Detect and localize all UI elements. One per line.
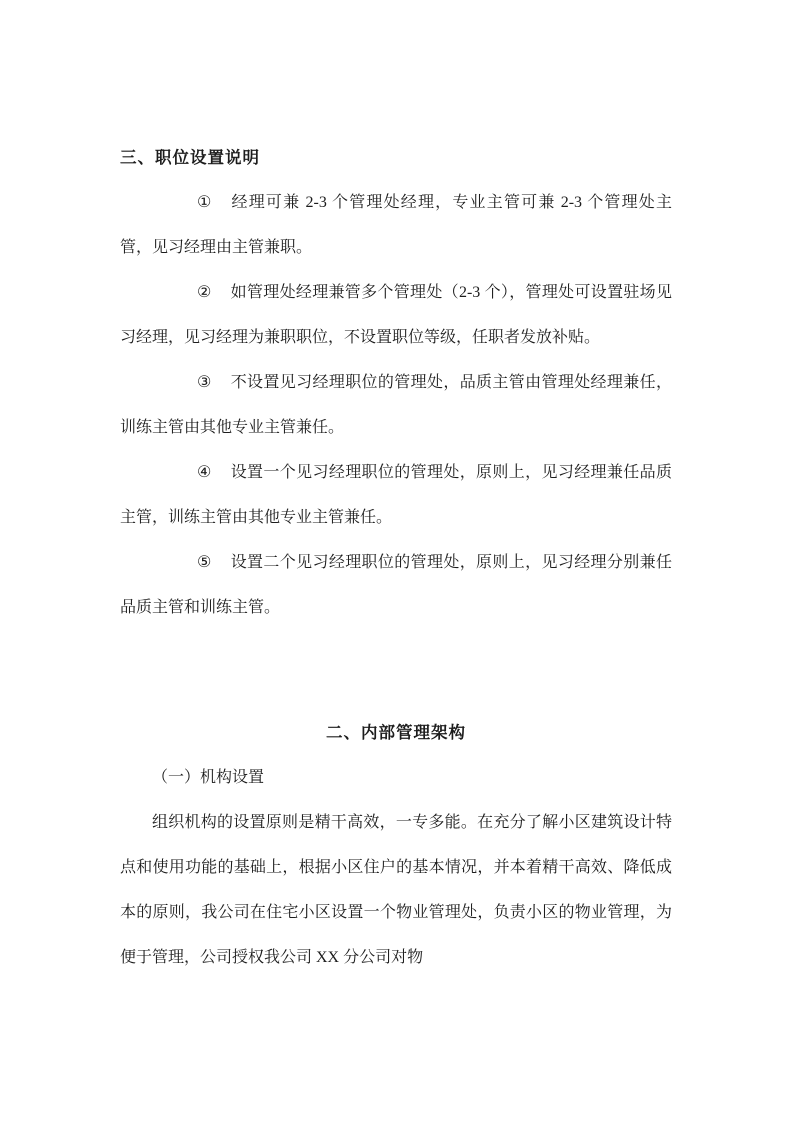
list-item-text-4: 设置一个见习经理职位的管理处，原则上，见习经理兼任品质主管，训练主管由其他专业主管兼任。 <box>120 464 672 526</box>
list-item-text-2: 如管理处经理兼管多个管理处（2-3 个），管理处可设置驻场见习经理，见习经理为兼职职位，不设置职位等级，任职者发放补贴。 <box>120 284 672 346</box>
list-item-text-3: 不设置见习经理职位的管理处，品质主管由管理处经理兼任，训练主管由其他专业主管兼任。 <box>120 374 672 436</box>
heading-internal-management-structure: 二、内部管理架构 <box>326 723 466 742</box>
list-item <box>120 450 672 540</box>
body-paragraph: 组织机构的设置原则是精干高效，一专多能。在充分了解小区建筑设计特点和使用功能的基础上，根据小区住户的基本情况，并本着精干高效、降低成本的原则，我公司在住宅小区设置一个物业管理处，负责小区的物业管理，为便于管理，公司授权我公司 XX 分公司对物 <box>120 814 672 966</box>
list-item <box>120 180 672 270</box>
list-item <box>120 540 672 630</box>
heading-position-setup-notes: 三、职位设置说明 <box>120 148 260 167</box>
list-item <box>120 270 672 360</box>
list-item <box>120 360 672 450</box>
list-marker-1: ① <box>197 194 213 211</box>
list-marker-3: ③ <box>197 374 212 391</box>
list-marker-4: ④ <box>197 464 212 481</box>
list-marker-5: ⑤ <box>197 554 212 571</box>
list-marker-2: ② <box>197 284 212 301</box>
list-item-text-1: 经理可兼 2-3 个管理处经理，专业主管可兼 2-3 个管理处主管，见习经理由主管兼职。 <box>120 194 672 256</box>
list-item-text-5: 设置二个见习经理职位的管理处，原则上，见习经理分别兼任品质主管和训练主管。 <box>120 554 672 616</box>
subsection-heading-organization-setup: （一）机构设置 <box>152 769 265 786</box>
